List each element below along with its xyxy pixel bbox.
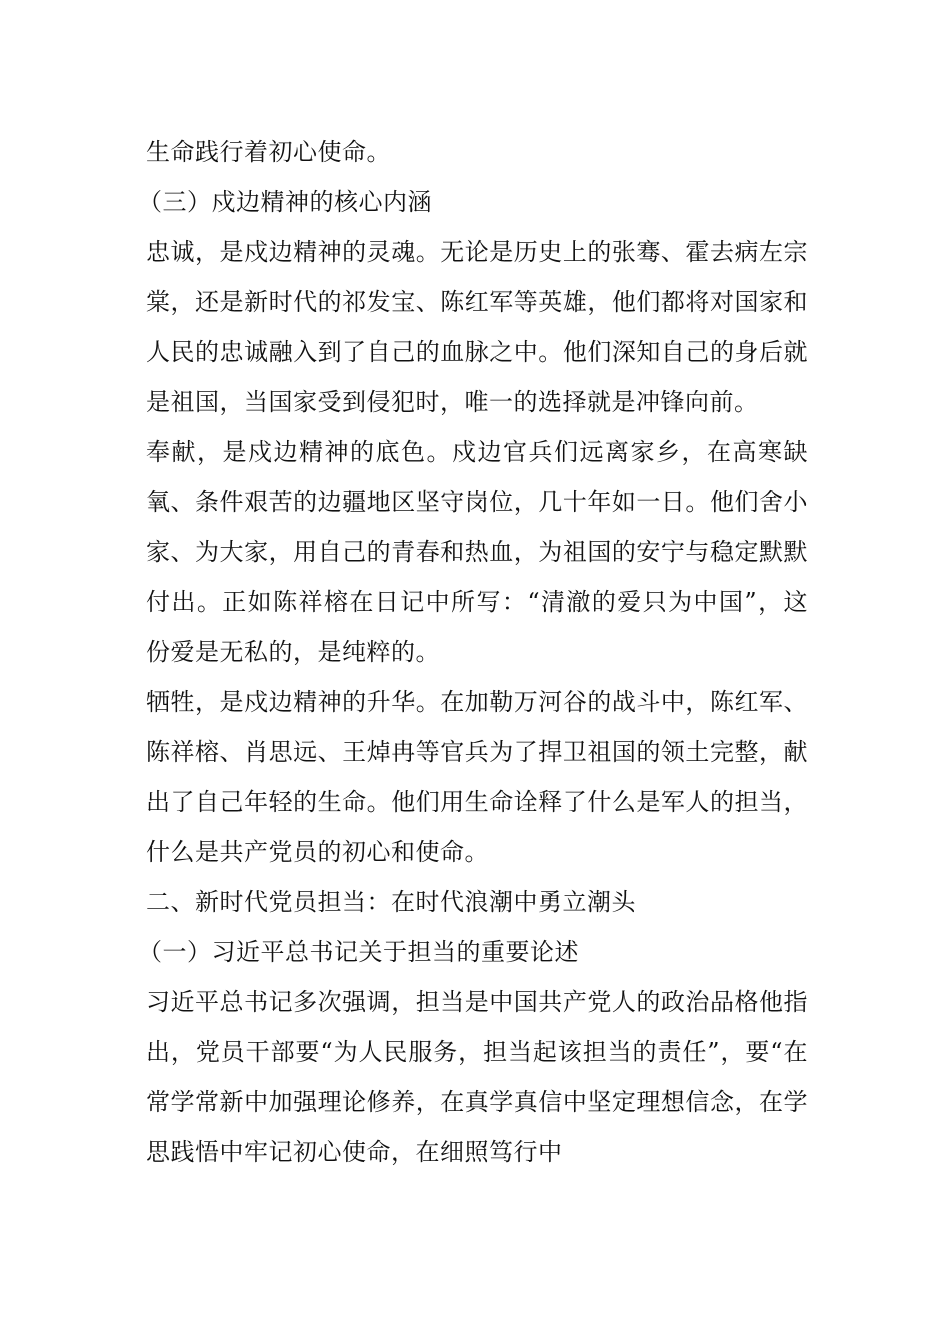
paragraph-dedication: 奉献，是戍边精神的底色。戍边官兵们远离家乡，在高寒缺氧、条件艰苦的边疆地区坚守岗位，几十年如一日。他们舍小家、为大家，用自己的青春和热血，为祖国的安宁与稳定默默付出。正如陈祥榕在日记中所写：“清澈的爱只为中国”，这份爱是无私的，是纯粹的。	[146, 438, 808, 666]
paragraph-continuation: 生命践行着初心使命。	[146, 138, 391, 166]
document-body	[138, 127, 808, 1177]
subheading-important-statements: （一）习近平总书记关于担当的重要论述	[138, 938, 579, 966]
paragraph-loyalty: 忠诚，是戍边精神的灵魂。无论是历史上的张骞、霍去病左宗棠，还是新时代的祁发宝、陈红军等英雄，他们都将对国家和人民的忠诚融入到了自己的血脉之中。他们深知自己的身后就是祖国，当国家受到侵犯时，唯一的选择就是冲锋向前。	[146, 238, 808, 416]
subheading-core-connotation: （三）戍边精神的核心内涵	[138, 188, 432, 216]
paragraph-xi-statement: 习近平总书记多次强调，担当是中国共产党人的政治品格他指出，党员干部要“为人民服务，担当起该担当的责任”，要“在常学常新中加强理论修养，在真学真信中坚定理想信念，在学思践悟中牢记初心使命，在细照笃行中	[146, 988, 808, 1166]
paragraph-sacrifice: 牺牲，是戍边精神的升华。在加勒万河谷的战斗中，陈红军、陈祥榕、肖思远、王焯冉等官兵为了捍卫祖国的领土完整，献出了自己年轻的生命。他们用生命诠释了什么是军人的担当，什么是共产党员的初心和使命。	[146, 688, 808, 866]
section-heading-two: 二、新时代党员担当：在时代浪潮中勇立潮头	[146, 888, 636, 916]
